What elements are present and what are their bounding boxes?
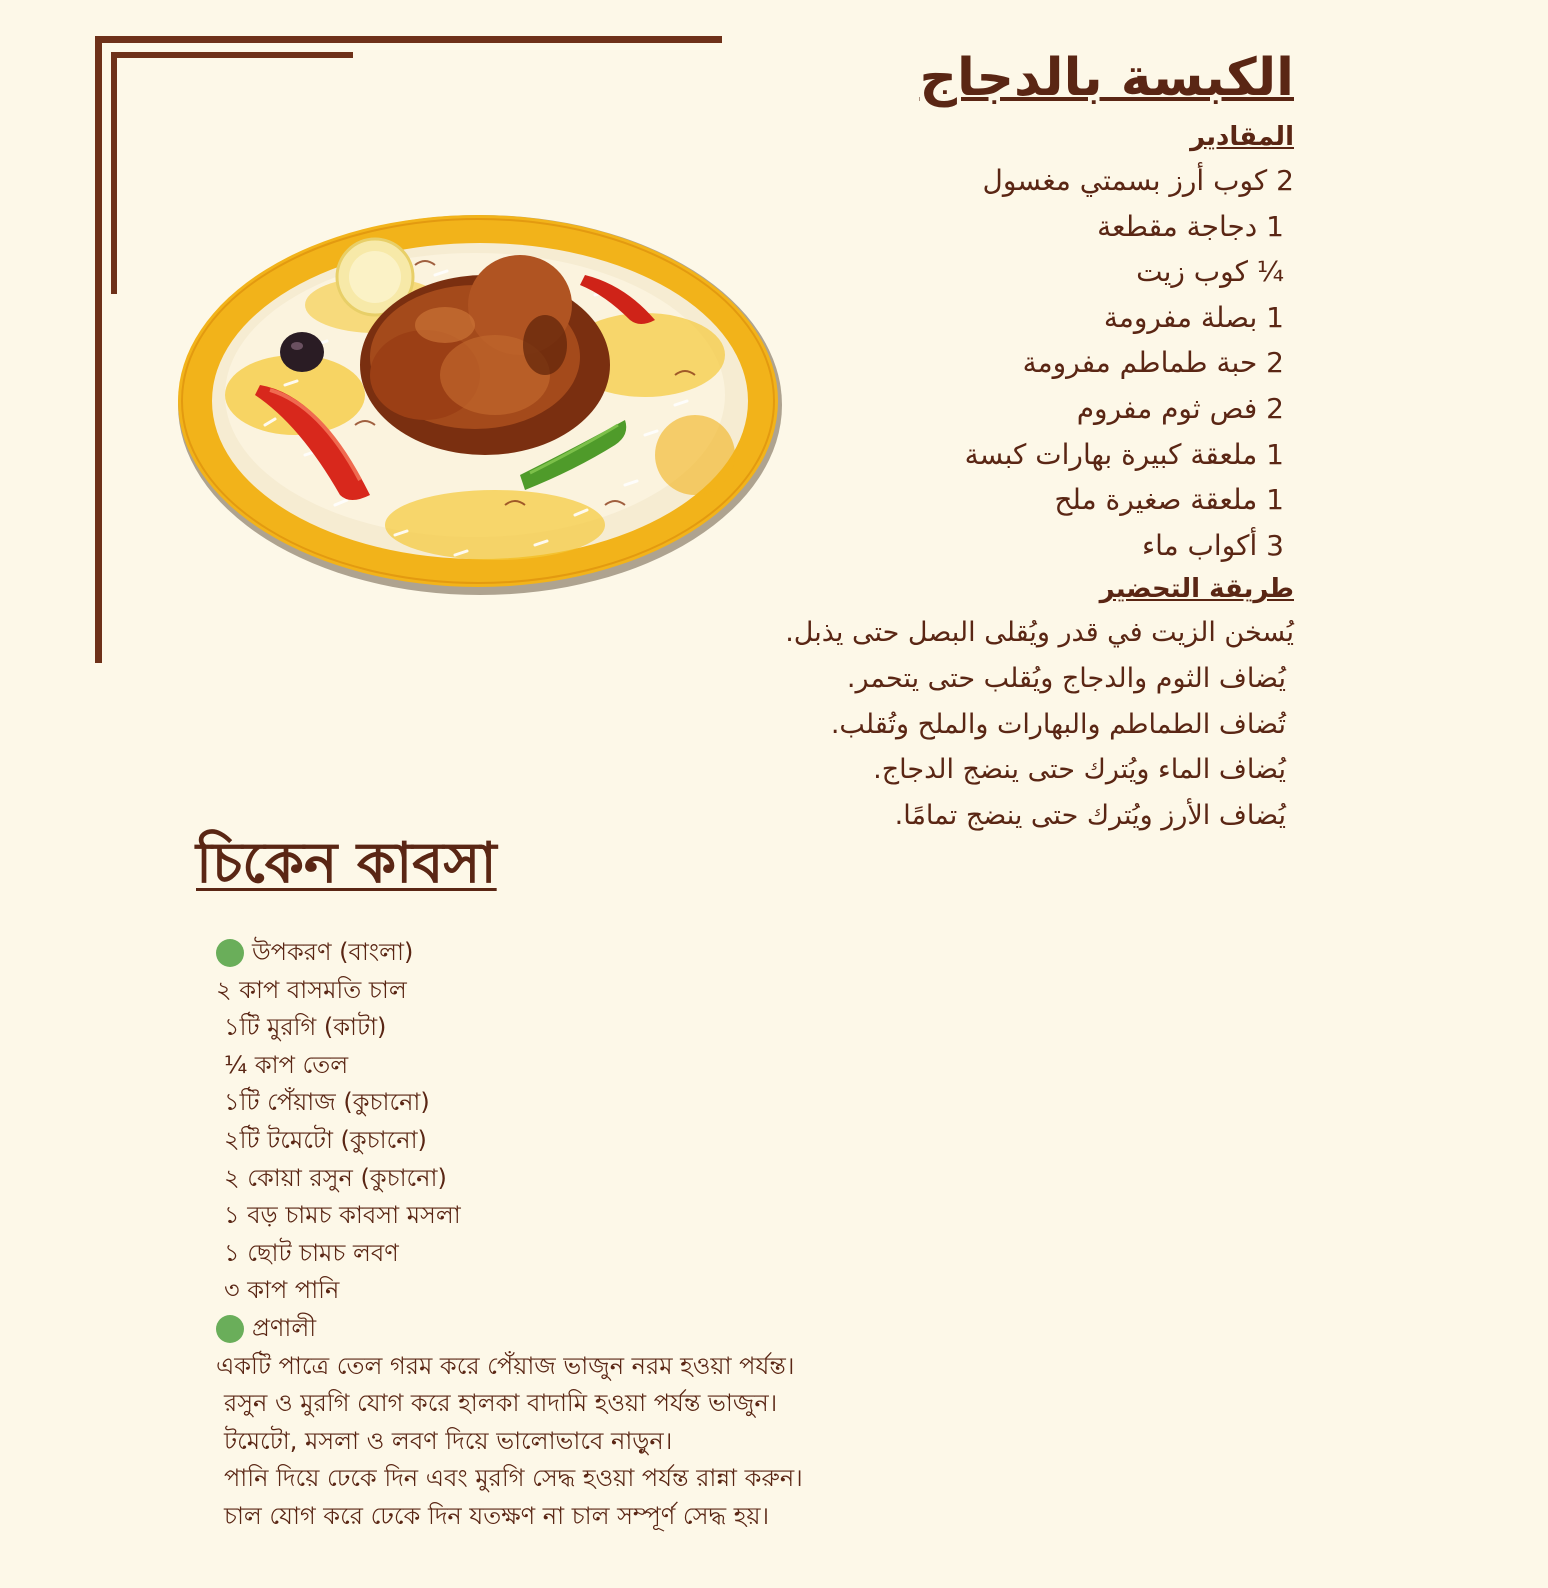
list-item: يُسخن الزيت في قدر ويُقلى البصل حتى يذبل. [785, 617, 1294, 649]
list-item: ৩ কাপ পানি [224, 1276, 340, 1305]
list-item: ১ ছোট চামচ লবণ [224, 1238, 399, 1267]
list-item: 1 دجاجة مقطعة [1097, 209, 1284, 243]
arabic-ingredients-heading: المقادير [1190, 122, 1294, 152]
list-item: ২ কোয়া রসুন (কুচানো) [224, 1163, 447, 1192]
list-item: ১টি মুরগি (কাটা) [224, 1013, 387, 1042]
list-item: পানি দিয়ে ঢেকে দিন এবং মুরগি সেদ্ধ হওয়া পর্যন্ত রান্না করুন। [224, 1464, 803, 1493]
list-item: 1 ملعقة صغيرة ملح [1054, 483, 1284, 517]
list-item: ২ কাপ বাসমতি চাল [216, 975, 407, 1004]
green-bullet-icon [216, 939, 244, 967]
bengali-ingredients-heading [216, 934, 936, 972]
bengali-recipe-title: চিকেন কাবসা [196, 831, 497, 896]
arabic-method-heading: طريقة التحضير [1099, 574, 1294, 605]
bengali-steps-list [216, 1348, 936, 1536]
bengali-recipe [216, 934, 936, 1536]
list-item: ¼ كوب زيت [1136, 255, 1284, 289]
arabic-recipe-title: الكبسة بالدجاج [919, 48, 1294, 108]
list-item: 3 أكواب ماء [1141, 528, 1284, 562]
bengali-ingredients-list [216, 972, 936, 1310]
bengali-method-heading-label: প্রণালী [252, 1313, 317, 1342]
frame-outer-left [95, 36, 102, 663]
list-item: ¼ কাপ তেল [224, 1050, 349, 1079]
list-item: تُضاف الطماطم والبهارات والملح وتُقلب. [830, 708, 1286, 740]
list-item: 2 حبة طماطم مفرومة [1022, 346, 1284, 380]
list-item: 1 بصلة مفرومة [1103, 300, 1284, 334]
list-item: يُضاف الأرز ويُترك حتى ينضج تمامًا. [894, 799, 1286, 831]
list-item: ২টি টমেটো (কুচানো) [224, 1125, 427, 1154]
list-item: 2 كوب أرز بسمتي مغسول [982, 164, 1294, 197]
list-item: রসুন ও মুরগি যোগ করে হালকা বাদামি হওয়া পর্যন্ত ভাজুন। [224, 1389, 778, 1418]
list-item: يُضاف الماء ويُترك حتى ينضج الدجاج. [873, 754, 1286, 786]
green-bullet-icon [216, 1315, 244, 1343]
frame-inner-left [111, 52, 117, 294]
list-item: ১টি পেঁয়াজ (কুচানো) [224, 1088, 430, 1117]
bengali-ingredients-heading-label: উপকরণ (বাংলা) [252, 938, 414, 966]
list-item: 1 ملعقة كبيرة بهارات كبسة [964, 437, 1284, 471]
arabic-steps-list [614, 610, 1294, 838]
frame-inner-top [111, 52, 353, 58]
list-item: চাল যোগ করে ঢেকে দিন যতক্ষণ না চাল সম্পূর্ণ সেদ্ধ হয়। [224, 1501, 770, 1530]
list-item: একটি পাত্রে তেল গরম করে পেঁয়াজ ভাজুন নরম হওয়া পর্যন্ত। [216, 1351, 795, 1380]
list-item: 2 فص ثوم مفروم [1076, 391, 1284, 425]
bengali-method-heading [216, 1310, 936, 1348]
arabic-recipe [614, 40, 1294, 838]
list-item: ১ বড় চামচ কাবসা মসলা [224, 1201, 461, 1230]
list-item: يُضاف الثوم والدجاج ويُقلب حتى يتحمر. [846, 662, 1286, 694]
list-item: টমেটো, মসলা ও লবণ দিয়ে ভালোভাবে নাড়ুন। [224, 1426, 673, 1455]
arabic-ingredients-list [614, 158, 1294, 568]
